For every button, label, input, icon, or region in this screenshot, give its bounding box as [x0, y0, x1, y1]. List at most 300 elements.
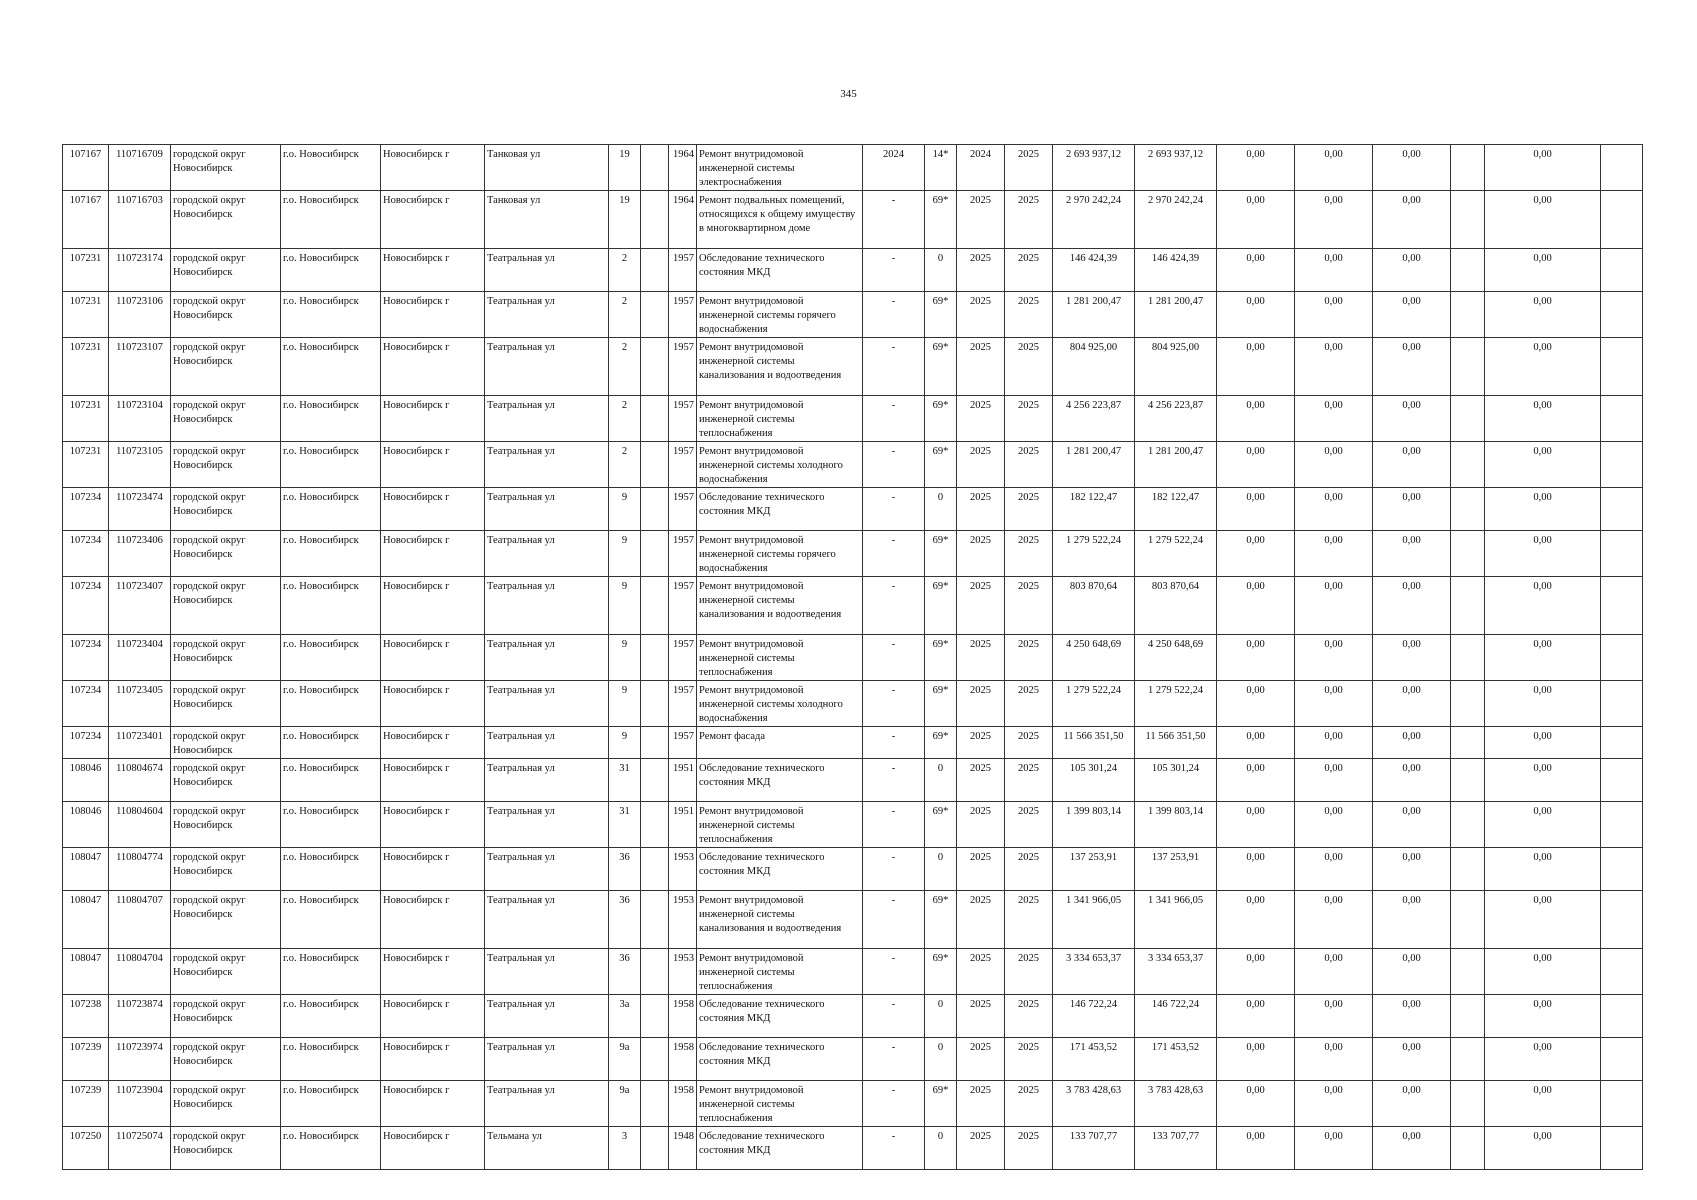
row-norm: 69* [925, 681, 957, 727]
row-code: 110804604 [109, 802, 171, 848]
row-cost-federal: 0,00 [1217, 191, 1295, 249]
row-year: 1958 [669, 995, 697, 1038]
row-cost-extra [1451, 1081, 1485, 1127]
row-cost-owners: 0,00 [1485, 635, 1601, 681]
row-cost-fund: 1 281 200,47 [1135, 442, 1217, 488]
row-work-type: Обследование технического состояния МКД [697, 1127, 863, 1170]
row-city: Новосибирск г [381, 1038, 485, 1081]
row-code: 110723404 [109, 635, 171, 681]
row-cost-municipal: 0,00 [1373, 338, 1451, 396]
row-cost-fund: 146 424,39 [1135, 249, 1217, 292]
row-code: 110723974 [109, 1038, 171, 1081]
row-year: 1957 [669, 531, 697, 577]
row-cost-total: 4 250 648,69 [1053, 635, 1135, 681]
row-cost-extra [1451, 292, 1485, 338]
row-work-type: Ремонт внутридомовой инженерной системы теплоснабжения [697, 396, 863, 442]
row-code: 110723107 [109, 338, 171, 396]
row-end-year: 2025 [1005, 759, 1053, 802]
table-row [63, 292, 1643, 338]
row-cost-regional: 0,00 [1295, 848, 1373, 891]
row-district: г.о. Новосибирск [281, 531, 381, 577]
row-id: 107234 [63, 577, 109, 635]
row-municipality: городской округ Новосибирск [171, 1038, 281, 1081]
row-cost-owners: 0,00 [1485, 802, 1601, 848]
row-start-year: 2024 [957, 145, 1005, 191]
row-cost-fund: 171 453,52 [1135, 1038, 1217, 1081]
row-start-year: 2025 [957, 531, 1005, 577]
row-cost-total: 3 783 428,63 [1053, 1081, 1135, 1127]
row-block [641, 759, 669, 802]
row-cost-federal: 0,00 [1217, 488, 1295, 531]
row-block [641, 249, 669, 292]
row-city: Новосибирск г [381, 191, 485, 249]
row-cost-federal: 0,00 [1217, 292, 1295, 338]
row-city: Новосибирск г [381, 577, 485, 635]
row-id: 107238 [63, 995, 109, 1038]
row-house: 2 [609, 249, 641, 292]
row-street: Театральная ул [485, 681, 609, 727]
row-district: г.о. Новосибирск [281, 635, 381, 681]
row-cost-total: 1 281 200,47 [1053, 292, 1135, 338]
row-norm: 69* [925, 442, 957, 488]
row-cost-other [1601, 488, 1643, 531]
row-norm: 69* [925, 949, 957, 995]
row-city: Новосибирск г [381, 442, 485, 488]
row-cost-federal: 0,00 [1217, 531, 1295, 577]
row-city: Новосибирск г [381, 802, 485, 848]
row-cost-fund: 803 870,64 [1135, 577, 1217, 635]
row-norm: 0 [925, 488, 957, 531]
row-cost-total: 1 341 966,05 [1053, 891, 1135, 949]
row-plan-year: - [863, 848, 925, 891]
row-id: 107167 [63, 145, 109, 191]
row-start-year: 2025 [957, 1038, 1005, 1081]
row-district: г.о. Новосибирск [281, 292, 381, 338]
row-cost-federal: 0,00 [1217, 848, 1295, 891]
row-id: 107239 [63, 1038, 109, 1081]
row-plan-year: - [863, 995, 925, 1038]
row-code: 110804704 [109, 949, 171, 995]
row-cost-regional: 0,00 [1295, 995, 1373, 1038]
row-block [641, 292, 669, 338]
row-cost-municipal: 0,00 [1373, 848, 1451, 891]
row-plan-year: - [863, 1127, 925, 1170]
row-year: 1957 [669, 681, 697, 727]
row-cost-total: 182 122,47 [1053, 488, 1135, 531]
row-norm: 0 [925, 1127, 957, 1170]
row-cost-regional: 0,00 [1295, 442, 1373, 488]
row-year: 1957 [669, 635, 697, 681]
row-house: 3а [609, 995, 641, 1038]
row-cost-fund: 4 250 648,69 [1135, 635, 1217, 681]
row-cost-federal: 0,00 [1217, 1081, 1295, 1127]
row-cost-total: 1 281 200,47 [1053, 442, 1135, 488]
row-cost-regional: 0,00 [1295, 249, 1373, 292]
row-norm: 69* [925, 191, 957, 249]
row-street: Театральная ул [485, 488, 609, 531]
row-cost-municipal: 0,00 [1373, 681, 1451, 727]
row-cost-extra [1451, 442, 1485, 488]
row-start-year: 2025 [957, 396, 1005, 442]
row-cost-owners: 0,00 [1485, 727, 1601, 759]
row-work-type: Ремонт внутридомовой инженерной системы канализования и водоотведения [697, 338, 863, 396]
row-norm: 69* [925, 338, 957, 396]
row-id: 107239 [63, 1081, 109, 1127]
row-block [641, 145, 669, 191]
row-municipality: городской округ Новосибирск [171, 848, 281, 891]
row-street: Танковая ул [485, 145, 609, 191]
row-cost-fund: 3 783 428,63 [1135, 1081, 1217, 1127]
row-cost-regional: 0,00 [1295, 949, 1373, 995]
row-id: 108046 [63, 759, 109, 802]
row-id: 107167 [63, 191, 109, 249]
row-cost-fund: 1 279 522,24 [1135, 531, 1217, 577]
row-code: 110723106 [109, 292, 171, 338]
table-row [63, 635, 1643, 681]
row-year: 1951 [669, 759, 697, 802]
row-cost-owners: 0,00 [1485, 442, 1601, 488]
row-cost-federal: 0,00 [1217, 949, 1295, 995]
row-house: 19 [609, 145, 641, 191]
row-cost-other [1601, 681, 1643, 727]
row-work-type: Ремонт внутридомовой инженерной системы холодного водоснабжения [697, 681, 863, 727]
row-id: 107231 [63, 396, 109, 442]
row-cost-extra [1451, 338, 1485, 396]
row-start-year: 2025 [957, 891, 1005, 949]
row-cost-regional: 0,00 [1295, 681, 1373, 727]
row-norm: 69* [925, 396, 957, 442]
row-end-year: 2025 [1005, 338, 1053, 396]
row-code: 110723904 [109, 1081, 171, 1127]
row-cost-total: 133 707,77 [1053, 1127, 1135, 1170]
row-cost-regional: 0,00 [1295, 577, 1373, 635]
row-cost-municipal: 0,00 [1373, 995, 1451, 1038]
table-row [63, 759, 1643, 802]
row-district: г.о. Новосибирск [281, 338, 381, 396]
row-cost-municipal: 0,00 [1373, 1127, 1451, 1170]
row-plan-year: - [863, 488, 925, 531]
row-work-type: Обследование технического состояния МКД [697, 249, 863, 292]
table-row [63, 396, 1643, 442]
row-block [641, 635, 669, 681]
row-end-year: 2025 [1005, 531, 1053, 577]
row-cost-owners: 0,00 [1485, 145, 1601, 191]
row-house: 31 [609, 802, 641, 848]
row-year: 1957 [669, 249, 697, 292]
row-cost-fund: 182 122,47 [1135, 488, 1217, 531]
row-cost-regional: 0,00 [1295, 1127, 1373, 1170]
row-cost-regional: 0,00 [1295, 635, 1373, 681]
row-work-type: Ремонт внутридомовой инженерной системы теплоснабжения [697, 949, 863, 995]
row-cost-fund: 804 925,00 [1135, 338, 1217, 396]
row-year: 1964 [669, 145, 697, 191]
row-cost-municipal: 0,00 [1373, 759, 1451, 802]
row-street: Театральная ул [485, 635, 609, 681]
row-house: 2 [609, 292, 641, 338]
row-norm: 69* [925, 1081, 957, 1127]
row-year: 1957 [669, 338, 697, 396]
row-district: г.о. Новосибирск [281, 848, 381, 891]
row-cost-owners: 0,00 [1485, 1081, 1601, 1127]
row-start-year: 2025 [957, 995, 1005, 1038]
row-cost-regional: 0,00 [1295, 759, 1373, 802]
row-year: 1953 [669, 848, 697, 891]
row-plan-year: - [863, 442, 925, 488]
row-plan-year: - [863, 681, 925, 727]
row-id: 107234 [63, 681, 109, 727]
row-cost-municipal: 0,00 [1373, 635, 1451, 681]
row-house: 9 [609, 531, 641, 577]
row-code: 110723474 [109, 488, 171, 531]
row-norm: 0 [925, 759, 957, 802]
row-cost-other [1601, 802, 1643, 848]
row-cost-total: 105 301,24 [1053, 759, 1135, 802]
row-district: г.о. Новосибирск [281, 1038, 381, 1081]
row-start-year: 2025 [957, 249, 1005, 292]
row-district: г.о. Новосибирск [281, 891, 381, 949]
row-municipality: городской округ Новосибирск [171, 759, 281, 802]
row-year: 1957 [669, 292, 697, 338]
row-end-year: 2025 [1005, 249, 1053, 292]
row-house: 19 [609, 191, 641, 249]
row-plan-year: - [863, 1038, 925, 1081]
row-year: 1953 [669, 949, 697, 995]
row-plan-year: - [863, 531, 925, 577]
row-plan-year: - [863, 396, 925, 442]
row-cost-other [1601, 442, 1643, 488]
row-cost-extra [1451, 635, 1485, 681]
row-code: 110723174 [109, 249, 171, 292]
row-id: 107250 [63, 1127, 109, 1170]
row-street: Танковая ул [485, 191, 609, 249]
row-plan-year: - [863, 949, 925, 995]
row-city: Новосибирск г [381, 145, 485, 191]
row-block [641, 995, 669, 1038]
row-district: г.о. Новосибирск [281, 442, 381, 488]
row-municipality: городской округ Новосибирск [171, 488, 281, 531]
row-cost-total: 3 334 653,37 [1053, 949, 1135, 995]
row-norm: 0 [925, 848, 957, 891]
row-cost-federal: 0,00 [1217, 1127, 1295, 1170]
row-cost-municipal: 0,00 [1373, 891, 1451, 949]
row-block [641, 949, 669, 995]
row-plan-year: - [863, 635, 925, 681]
row-street: Театральная ул [485, 292, 609, 338]
row-id: 107231 [63, 338, 109, 396]
row-street: Театральная ул [485, 1081, 609, 1127]
row-municipality: городской округ Новосибирск [171, 949, 281, 995]
row-municipality: городской округ Новосибирск [171, 995, 281, 1038]
row-cost-municipal: 0,00 [1373, 531, 1451, 577]
row-start-year: 2025 [957, 488, 1005, 531]
row-municipality: городской округ Новосибирск [171, 577, 281, 635]
row-cost-federal: 0,00 [1217, 995, 1295, 1038]
row-code: 110716709 [109, 145, 171, 191]
row-street: Театральная ул [485, 848, 609, 891]
row-id: 107234 [63, 488, 109, 531]
row-cost-owners: 0,00 [1485, 577, 1601, 635]
row-year: 1957 [669, 577, 697, 635]
row-cost-extra [1451, 531, 1485, 577]
row-city: Новосибирск г [381, 249, 485, 292]
page-number: 345 [840, 88, 857, 100]
row-house: 9а [609, 1038, 641, 1081]
row-cost-municipal: 0,00 [1373, 949, 1451, 995]
row-municipality: городской округ Новосибирск [171, 891, 281, 949]
row-cost-total: 803 870,64 [1053, 577, 1135, 635]
row-cost-owners: 0,00 [1485, 949, 1601, 995]
row-municipality: городской округ Новосибирск [171, 396, 281, 442]
row-cost-municipal: 0,00 [1373, 1081, 1451, 1127]
row-city: Новосибирск г [381, 488, 485, 531]
table-row [63, 1081, 1643, 1127]
row-municipality: городской округ Новосибирск [171, 681, 281, 727]
row-block [641, 191, 669, 249]
row-start-year: 2025 [957, 577, 1005, 635]
row-street: Театральная ул [485, 802, 609, 848]
row-cost-owners: 0,00 [1485, 396, 1601, 442]
row-plan-year: 2024 [863, 145, 925, 191]
row-city: Новосибирск г [381, 891, 485, 949]
row-cost-extra [1451, 577, 1485, 635]
row-cost-regional: 0,00 [1295, 191, 1373, 249]
row-block [641, 681, 669, 727]
row-street: Театральная ул [485, 759, 609, 802]
row-block [641, 727, 669, 759]
row-municipality: городской округ Новосибирск [171, 292, 281, 338]
row-cost-owners: 0,00 [1485, 249, 1601, 292]
row-cost-total: 1 279 522,24 [1053, 681, 1135, 727]
row-cost-fund: 1 341 966,05 [1135, 891, 1217, 949]
row-block [641, 802, 669, 848]
row-cost-federal: 0,00 [1217, 759, 1295, 802]
row-cost-federal: 0,00 [1217, 396, 1295, 442]
row-cost-extra [1451, 681, 1485, 727]
row-house: 36 [609, 848, 641, 891]
row-city: Новосибирск г [381, 338, 485, 396]
table-row [63, 442, 1643, 488]
row-city: Новосибирск г [381, 759, 485, 802]
table-row [63, 531, 1643, 577]
row-cost-fund: 4 256 223,87 [1135, 396, 1217, 442]
row-code: 110723407 [109, 577, 171, 635]
row-cost-municipal: 0,00 [1373, 249, 1451, 292]
row-id: 107231 [63, 249, 109, 292]
row-street: Театральная ул [485, 531, 609, 577]
row-house: 2 [609, 338, 641, 396]
row-norm: 0 [925, 995, 957, 1038]
row-house: 9а [609, 1081, 641, 1127]
row-cost-other [1601, 396, 1643, 442]
row-street: Театральная ул [485, 442, 609, 488]
row-norm: 69* [925, 531, 957, 577]
row-cost-municipal: 0,00 [1373, 577, 1451, 635]
row-cost-total: 1 399 803,14 [1053, 802, 1135, 848]
row-work-type: Обследование технического состояния МКД [697, 848, 863, 891]
row-cost-owners: 0,00 [1485, 191, 1601, 249]
row-street: Театральная ул [485, 949, 609, 995]
row-cost-extra [1451, 1127, 1485, 1170]
row-plan-year: - [863, 191, 925, 249]
row-work-type: Ремонт внутридомовой инженерной системы электроснабжения [697, 145, 863, 191]
row-cost-extra [1451, 145, 1485, 191]
row-end-year: 2025 [1005, 1038, 1053, 1081]
row-district: г.о. Новосибирск [281, 1081, 381, 1127]
row-district: г.о. Новосибирск [281, 802, 381, 848]
row-code: 110723874 [109, 995, 171, 1038]
row-cost-owners: 0,00 [1485, 488, 1601, 531]
row-cost-federal: 0,00 [1217, 681, 1295, 727]
row-house: 31 [609, 759, 641, 802]
row-cost-fund: 133 707,77 [1135, 1127, 1217, 1170]
row-cost-regional: 0,00 [1295, 488, 1373, 531]
row-year: 1957 [669, 442, 697, 488]
row-work-type: Обследование технического состояния МКД [697, 759, 863, 802]
row-work-type: Ремонт внутридомовой инженерной системы теплоснабжения [697, 1081, 863, 1127]
row-cost-federal: 0,00 [1217, 249, 1295, 292]
row-municipality: городской округ Новосибирск [171, 727, 281, 759]
row-cost-extra [1451, 759, 1485, 802]
row-norm: 69* [925, 727, 957, 759]
table-row [63, 949, 1643, 995]
row-street: Театральная ул [485, 995, 609, 1038]
row-end-year: 2025 [1005, 995, 1053, 1038]
row-cost-fund: 1 281 200,47 [1135, 292, 1217, 338]
row-house: 36 [609, 891, 641, 949]
row-cost-extra [1451, 1038, 1485, 1081]
row-cost-other [1601, 848, 1643, 891]
row-cost-fund: 2 693 937,12 [1135, 145, 1217, 191]
row-cost-total: 4 256 223,87 [1053, 396, 1135, 442]
row-cost-fund: 11 566 351,50 [1135, 727, 1217, 759]
row-code: 110723406 [109, 531, 171, 577]
row-cost-other [1601, 191, 1643, 249]
row-city: Новосибирск г [381, 396, 485, 442]
row-cost-owners: 0,00 [1485, 759, 1601, 802]
row-start-year: 2025 [957, 442, 1005, 488]
row-year: 1958 [669, 1081, 697, 1127]
row-block [641, 848, 669, 891]
row-block [641, 396, 669, 442]
row-cost-regional: 0,00 [1295, 727, 1373, 759]
row-house: 9 [609, 488, 641, 531]
row-id: 108047 [63, 848, 109, 891]
row-municipality: городской округ Новосибирск [171, 1127, 281, 1170]
row-district: г.о. Новосибирск [281, 396, 381, 442]
row-norm: 69* [925, 891, 957, 949]
row-norm: 69* [925, 802, 957, 848]
row-plan-year: - [863, 577, 925, 635]
row-street: Тельмана ул [485, 1127, 609, 1170]
row-start-year: 2025 [957, 759, 1005, 802]
row-cost-other [1601, 635, 1643, 681]
row-municipality: городской округ Новосибирск [171, 442, 281, 488]
row-cost-extra [1451, 949, 1485, 995]
row-cost-owners: 0,00 [1485, 891, 1601, 949]
row-id: 107234 [63, 635, 109, 681]
row-end-year: 2025 [1005, 727, 1053, 759]
row-cost-other [1601, 727, 1643, 759]
row-work-type: Ремонт внутридомовой инженерной системы теплоснабжения [697, 635, 863, 681]
row-plan-year: - [863, 338, 925, 396]
row-street: Театральная ул [485, 1038, 609, 1081]
row-district: г.о. Новосибирск [281, 681, 381, 727]
row-start-year: 2025 [957, 949, 1005, 995]
row-plan-year: - [863, 727, 925, 759]
row-cost-owners: 0,00 [1485, 1038, 1601, 1081]
row-cost-municipal: 0,00 [1373, 1038, 1451, 1081]
row-end-year: 2025 [1005, 635, 1053, 681]
